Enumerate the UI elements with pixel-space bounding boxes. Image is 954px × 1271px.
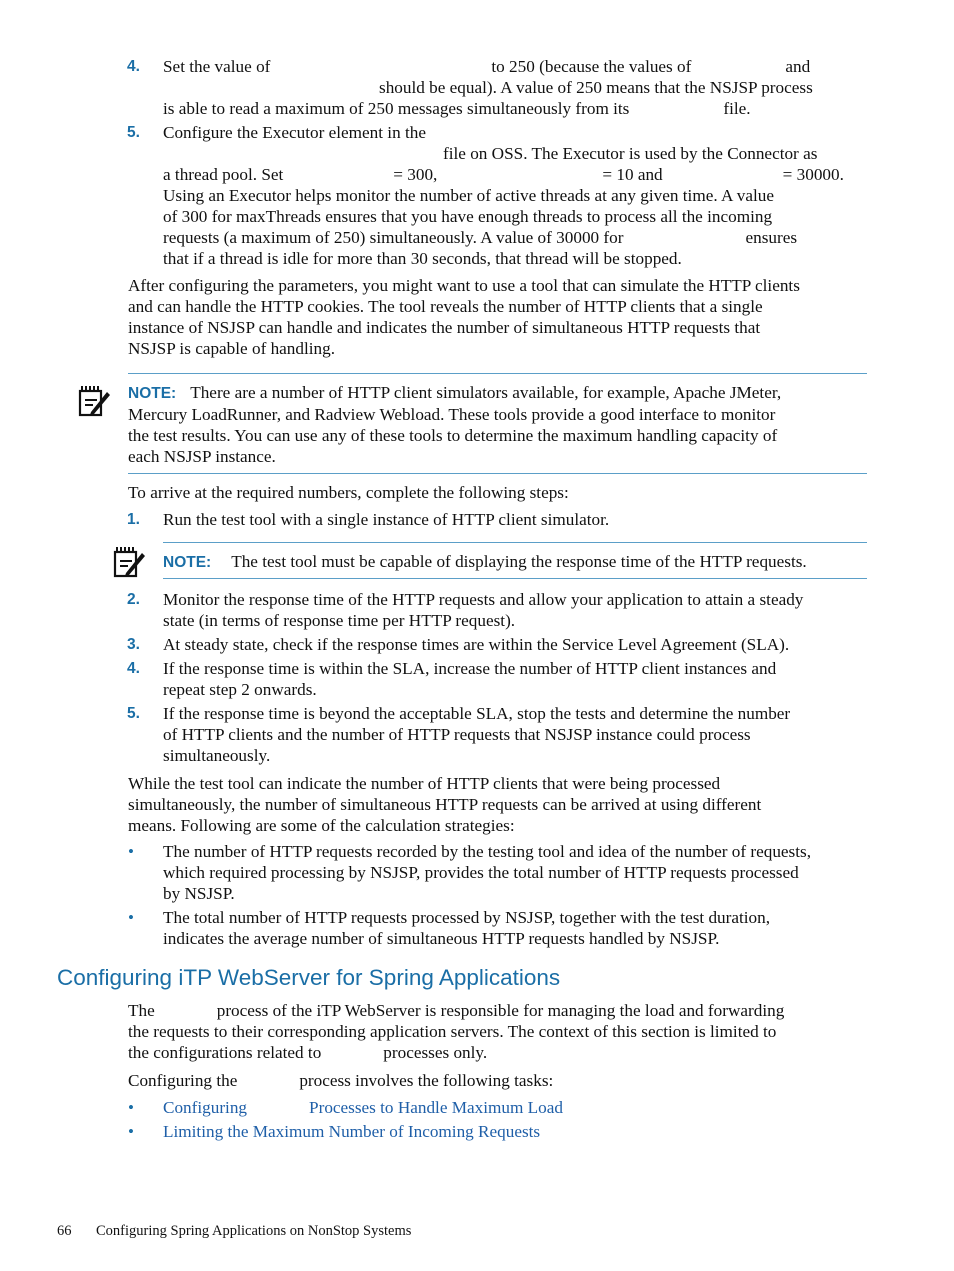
list-item: The number of HTTP requests recorded by the testing tool and idea of the number of requests, which required processing by NSJSP, provides the total number of HTTP requests processed by NSJSP. bbox=[163, 842, 812, 903]
step-number: 3. bbox=[127, 636, 140, 653]
list-item: Run the test tool with a single instance of HTTP client simulator. bbox=[163, 510, 610, 529]
step-line: Using an Executor helps monitor the number of active threads at any given time. A value bbox=[163, 186, 774, 205]
step-number: 1. bbox=[127, 511, 140, 528]
step-number: 2. bbox=[127, 591, 140, 608]
list-item: The total number of HTTP requests processed by NSJSP, together with the test duration, indicates the average number of simultaneous HTTP requests handled by NSJSP. bbox=[163, 908, 771, 948]
step-line: file on OSS. The Executor is used by the Connector as bbox=[443, 144, 818, 163]
note-label: NOTE: bbox=[163, 554, 212, 571]
bullet-icon: • bbox=[128, 842, 134, 861]
note-text: NOTE: There are a number of HTTP client simulators available, for example, Apache JMeter, Mercury LoadRunner, and Radview Webload. These tools provide a good interface to monitor the test results. You can use any of these tools to determine the maximum handling capacity of each NSJSP instance. bbox=[128, 383, 782, 466]
step-line: requests (a maximum of 250) simultaneously. A value of 30000 for ensures bbox=[163, 228, 798, 247]
link-limiting-requests[interactable]: Limiting the Maximum Number of Incoming Requests bbox=[163, 1122, 541, 1141]
note-rule-bottom bbox=[128, 473, 867, 474]
step-number: 4. bbox=[127, 660, 140, 677]
step-number: 5. bbox=[127, 124, 140, 141]
bullet-icon: • bbox=[128, 1098, 134, 1117]
step-number: 5. bbox=[127, 705, 140, 722]
list-item: At steady state, check if the response times are within the Service Level Agreement (SLA). bbox=[163, 635, 790, 654]
paragraph: The process of the iTP WebServer is responsible for managing the load and forwarding the requests to their corresponding application servers. The context of this section is limited to the configurations related to processes only. bbox=[128, 1001, 785, 1062]
step-line: a thread pool. Set = 300, = 10 and = 30000. bbox=[163, 165, 844, 184]
step-number: 4. bbox=[127, 58, 140, 75]
note-rule-top bbox=[163, 542, 867, 543]
link-configuring-processes[interactable]: Configuring Processes to Handle Maximum Load bbox=[163, 1098, 563, 1117]
step-line: Set the value of to 250 (because the values of and bbox=[163, 57, 811, 76]
list-item: If the response time is within the SLA, increase the number of HTTP client instances and repeat step 2 onwards. bbox=[163, 659, 777, 699]
note-icon bbox=[77, 384, 113, 418]
list-item bbox=[163, 122, 868, 269]
list-item: If the response time is beyond the acceptable SLA, stop the tests and determine the number of HTTP clients and the number of HTTP requests that NSJSP instance could process simultaneously. bbox=[163, 704, 791, 765]
footer-title: Configuring Spring Applications on NonStop Systems bbox=[96, 1223, 412, 1239]
section-heading: Configuring iTP WebServer for Spring Applications bbox=[57, 965, 561, 990]
note-label: NOTE: bbox=[128, 385, 177, 402]
paragraph: While the test tool can indicate the number of HTTP clients that were being processed simultaneously, the number of simultaneous HTTP requests can be arrived at using different means. Following are some of the calculation strategies: bbox=[128, 774, 762, 835]
step-line: Configure the Executor element in the bbox=[163, 123, 426, 142]
list-item: Monitor the response time of the HTTP requests and allow your application to attain a steady state (in terms of response time per HTTP request). bbox=[163, 590, 804, 630]
note-rule-top bbox=[128, 373, 867, 374]
paragraph: After configuring the parameters, you might want to use a tool that can simulate the HTTP clients and can handle the HTTP cookies. The tool reveals the number of HTTP clients that a single instance of NSJSP can handle and indicates the number of simultaneous HTTP requests that NSJSP is capable of handling. bbox=[128, 276, 800, 358]
paragraph: To arrive at the required numbers, complete the following steps: bbox=[128, 483, 569, 502]
step-line: is able to read a maximum of 250 messages simultaneously from its file. bbox=[163, 99, 751, 118]
step-line: should be equal). A value of 250 means that the NSJSP process bbox=[379, 78, 813, 97]
page-number: 66 bbox=[57, 1223, 72, 1239]
step-line: that if a thread is idle for more than 30 seconds, that thread will be stopped. bbox=[163, 249, 682, 268]
list-item bbox=[163, 56, 868, 119]
bullet-icon: • bbox=[128, 908, 134, 927]
bullet-icon: • bbox=[128, 1122, 134, 1141]
note-icon bbox=[112, 545, 148, 579]
paragraph: Configuring the process involves the following tasks: bbox=[128, 1071, 554, 1090]
note-text: NOTE: The test tool must be capable of displaying the response time of the HTTP requests. bbox=[163, 552, 807, 571]
note-rule-bottom bbox=[163, 578, 867, 579]
step-line: of 300 for maxThreads ensures that you have enough threads to process all the incoming bbox=[163, 207, 773, 226]
